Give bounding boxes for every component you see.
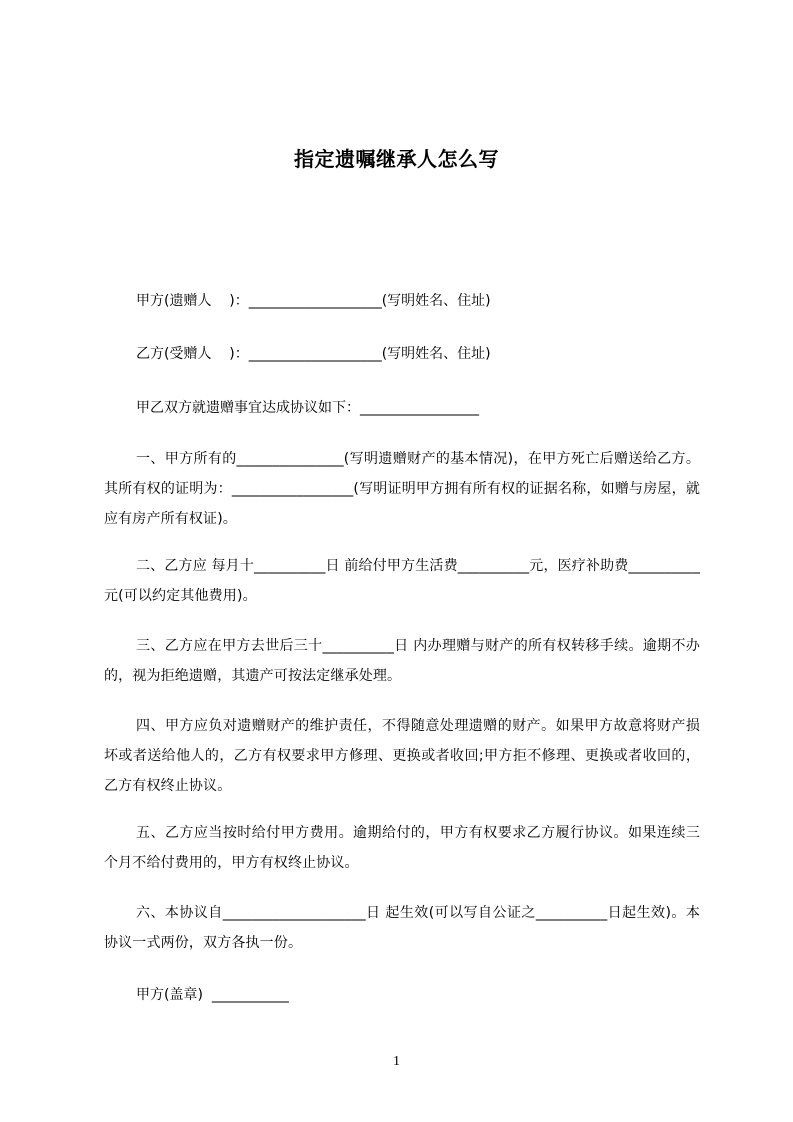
signature-line: 甲方(盖章) ___________ [136, 987, 289, 1003]
clause-5: 五、乙方应当按时给付甲方费用。逾期给付的，甲方有权要求乙方履行协议。如果连续三个月不给付费用的，甲方有权终止协议。 [104, 825, 700, 871]
document-title: 指定遗嘱继承人怎么写 [294, 147, 499, 171]
clause-4: 四、甲方应负对遗赠财产的维护责任，不得随意处理遗赠的财产。如果甲方故意将财产损坏或者送给他人的，乙方有权要求甲方修理、更换或者收回;甲方拒不修理、更换或者收回的，乙方有权终止协议。 [104, 718, 700, 794]
clause-1: 一、甲方所有的_______________(写明遗赠财产的基本情况)，在甲方死亡后赠送给乙方。其所有权的证明为：_________________(写明证明甲方拥有所有权的证据名称，如赠与房屋，就应有房产所有权证)。 [104, 451, 700, 527]
intro-line: 甲乙双方就遗赠事宜达成协议如下：_________________ [136, 400, 479, 416]
page-number: 1 [393, 1054, 400, 1069]
clause-3: 三、乙方应在甲方去世后三十__________日 内办理赠与财产的所有权转移手续。逾期不办的，视为拒绝遗赠，其遗产可按法定继承处理。 [104, 638, 700, 684]
party-a-line: 甲方(遗赠人 )：___________________(写明姓名、住址) [136, 293, 491, 309]
party-b-line: 乙方(受赠人 )：___________________(写明姓名、住址) [136, 346, 491, 362]
clause-2: 二、乙方应 每月十__________日 前给付甲方生活费__________元，医疗补助费__________元(可以约定其他费用)。 [104, 558, 700, 604]
clause-6: 六、本协议自____________________日 起生效(可以写自公证之__________日起生效)。本协议一式两份，双方各执一份。 [104, 905, 700, 951]
